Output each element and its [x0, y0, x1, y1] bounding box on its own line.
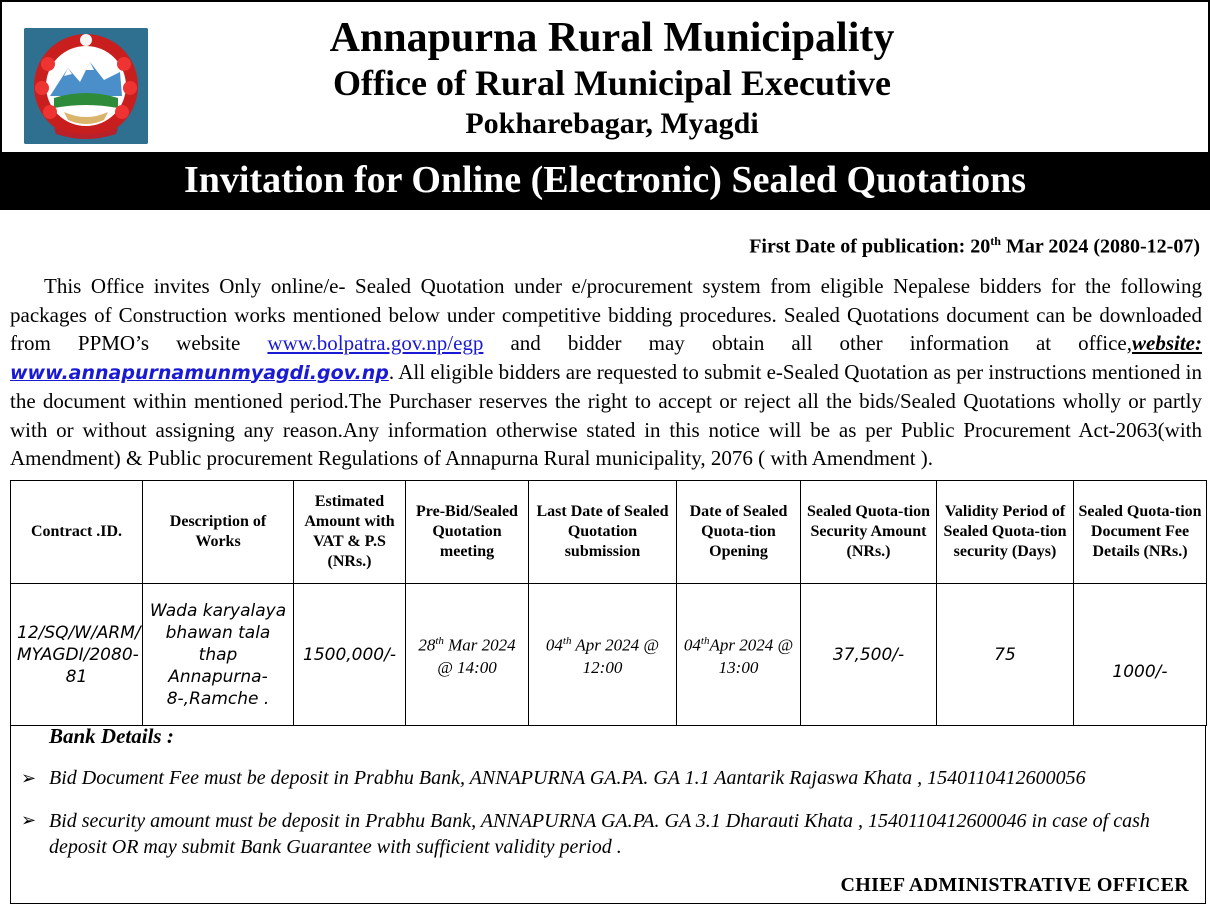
- header-estimated-amount: Estimated Amount with VAT & P.S (NRs.): [294, 481, 406, 584]
- cell-validity-days: 75: [937, 584, 1074, 726]
- cell-contract-id: 12/SQ/W/ARM/ MYAGDI/2080-81: [11, 584, 143, 726]
- cell-estimated-amount: 1500,000/-: [294, 584, 406, 726]
- last-date-rest: Apr 2024 @ 12:00: [571, 635, 660, 677]
- table-row: [11, 584, 1207, 726]
- bank-details-title: Bank Details :: [49, 724, 174, 748]
- last-date-day: 04: [545, 635, 563, 655]
- header-security-amount: Sealed Quota-tion Security Amount (NRs.): [801, 481, 937, 584]
- office-location: Pokharebagar, Myagdi: [465, 107, 759, 140]
- prebid-rest: Mar 2024 @ 14:00: [437, 635, 516, 677]
- municipality-website-link[interactable]: www.annapurnamunmyagdi.gov.np: [10, 361, 389, 384]
- prebid-sup: th: [435, 635, 444, 648]
- opening-sup: th: [700, 635, 710, 648]
- cell-document-fee: 1000/-: [1074, 584, 1207, 726]
- publication-date-sup: th: [990, 234, 1001, 248]
- header-validity-period: Validity Period of Sealed Quota-tion security (Days): [937, 481, 1074, 584]
- bolpatra-link[interactable]: www.bolpatra.gov.np/egp: [267, 331, 484, 355]
- prebid-day: 28: [418, 635, 436, 655]
- cell-security-amount: 37,500/-: [801, 584, 937, 726]
- header-contract-id: Contract .ID.: [11, 481, 143, 584]
- cell-last-date: [529, 584, 677, 726]
- bank-detail-text: Bid security amount must be deposit in Prabhu Bank, ANNAPURNA GA.PA. GA 3.1 Dharauti Khata , 1540110412600046 in case of cash deposit OR may submit Bank Guarantee with sufficient validity period .: [49, 810, 1150, 858]
- publication-date-suffix: Mar 2024 (2080-12-07): [1000, 235, 1200, 258]
- table-header-row: [11, 481, 1207, 584]
- cell-opening-date: [677, 584, 801, 726]
- header-prebid-meeting: Pre-Bid/Sealed Quotation meeting: [406, 481, 529, 584]
- arrow-bullet-icon: ➢: [21, 768, 37, 788]
- website-label: website:: [1132, 331, 1202, 355]
- opening-day: 04: [683, 635, 701, 655]
- office-subtitle: Office of Rural Municipal Executive: [333, 63, 891, 103]
- signature-title: CHIEF ADMINISTRATIVE OFFICER: [840, 874, 1189, 896]
- bank-detail-text: Bid Document Fee must be deposit in Prabhu Bank, ANNAPURNA GA.PA. GA 1.1 Aantarik Rajaswa Khata , 1540110412600056: [49, 767, 1086, 789]
- notice-header: [0, 0, 1210, 152]
- publication-date: [749, 228, 1200, 260]
- notice-body: [10, 272, 1202, 473]
- arrow-bullet-icon: ➢: [21, 810, 37, 830]
- header-document-fee: Sealed Quota-tion Document Fee Details (NRs.): [1074, 481, 1207, 584]
- cell-description: Wada karyalaya bhawan tala thap Annapurna-8-,Ramche .: [143, 584, 294, 726]
- bank-details-section: [10, 726, 1206, 904]
- quotation-table: [10, 480, 1207, 726]
- municipality-title: Annapurna Rural Municipality: [329, 15, 895, 61]
- publication-date-prefix: First Date of publication: 20: [749, 235, 991, 258]
- header-opening-date: Date of Sealed Quota-tion Opening: [677, 481, 801, 584]
- last-date-sup: th: [562, 635, 572, 648]
- header-description: Description of Works: [143, 481, 294, 584]
- opening-rest: Apr 2024 @ 13:00: [709, 635, 794, 677]
- notice-banner: Invitation for Online (Electronic) Sealed Quotations: [0, 152, 1210, 210]
- body-part-2: and bidder may obtain all other information at office,: [483, 331, 1133, 355]
- header-last-date: Last Date of Sealed Quotation submission: [529, 481, 677, 584]
- cell-prebid-meeting: [406, 584, 529, 726]
- body-part-3: . All eligible bidders are requested to submit e-Sealed Quotation as per instructions mentioned in the document within mentioned period.The Purchaser reserves the right to accept or reject all the bids/Sealed Quotations wholly or partly with or without assigning any reason.Any information otherwise stated in this notice will be as per Public Procurement Act-2063(with Amendment) & Public procurement Regulations of Annapurna Rural municipality, 2076 ( with Amendment ).: [10, 359, 1202, 470]
- body-part-1: This Office invites Only online/e- Sealed Quotation under e/procurement system from eligible Nepalese bidders for the following packages of Construction works mentioned below under competitive bidding procedures. Sealed Quotations document can be downloaded from PPMO’s website: [10, 274, 1202, 355]
